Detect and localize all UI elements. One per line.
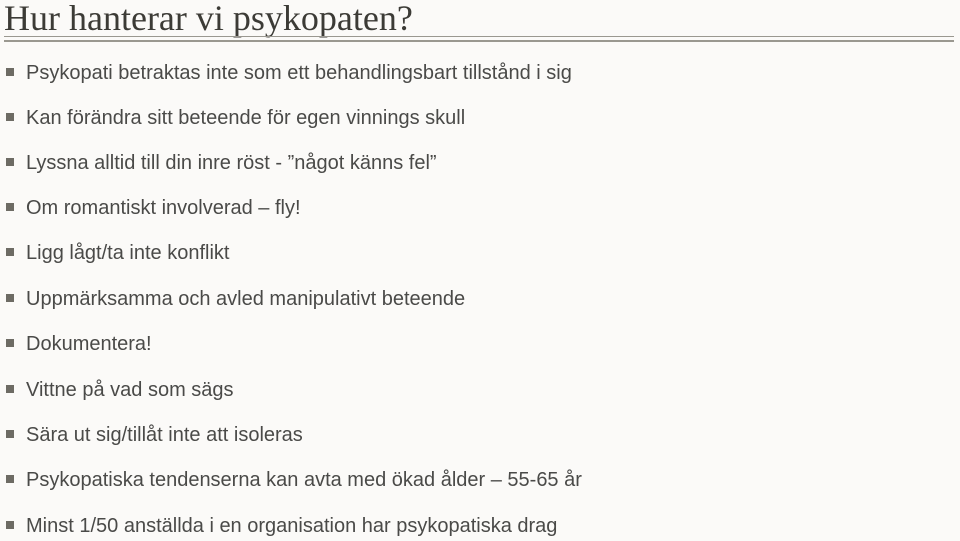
bullet-text: Vittne på vad som sägs <box>26 379 234 401</box>
square-bullet-icon <box>6 68 14 76</box>
title-divider-thick <box>4 40 954 42</box>
bullet-text: Sära ut sig/tillåt inte att isoleras <box>26 424 303 446</box>
bullet-text: Uppmärksamma och avled manipulativt beteende <box>26 288 466 310</box>
bullet-text: Lyssna alltid till din inre röst - ”något känns fel” <box>26 152 437 174</box>
bullet-text: Ligg lågt/ta inte konflikt <box>26 242 230 264</box>
square-bullet-icon <box>6 248 14 256</box>
bullet-text: Psykopati betraktas inte som ett behandlingsbart tillstånd i sig <box>26 62 572 84</box>
square-bullet-icon <box>6 521 14 529</box>
bullet-text: Minst 1/50 anställda i en organisation har psykopatiska drag <box>26 515 558 537</box>
square-bullet-icon <box>6 294 14 302</box>
title-divider-thin <box>4 36 954 37</box>
bullet-text: Om romantiskt involverad – fly! <box>26 197 301 219</box>
bullet-text: Kan förändra sitt beteende för egen vinnings skull <box>26 107 466 129</box>
square-bullet-icon <box>6 385 14 393</box>
bullet-text: Psykopatiska tendenserna kan avta med ökad ålder – 55-65 år <box>26 469 582 491</box>
square-bullet-icon <box>6 203 14 211</box>
square-bullet-icon <box>6 475 14 483</box>
square-bullet-icon <box>6 158 14 166</box>
bullet-text: Dokumentera! <box>26 333 152 355</box>
square-bullet-icon <box>6 113 14 121</box>
square-bullet-icon <box>6 430 14 438</box>
square-bullet-icon <box>6 339 14 347</box>
slide-title: Hur hanterar vi psykopaten? <box>4 0 413 38</box>
